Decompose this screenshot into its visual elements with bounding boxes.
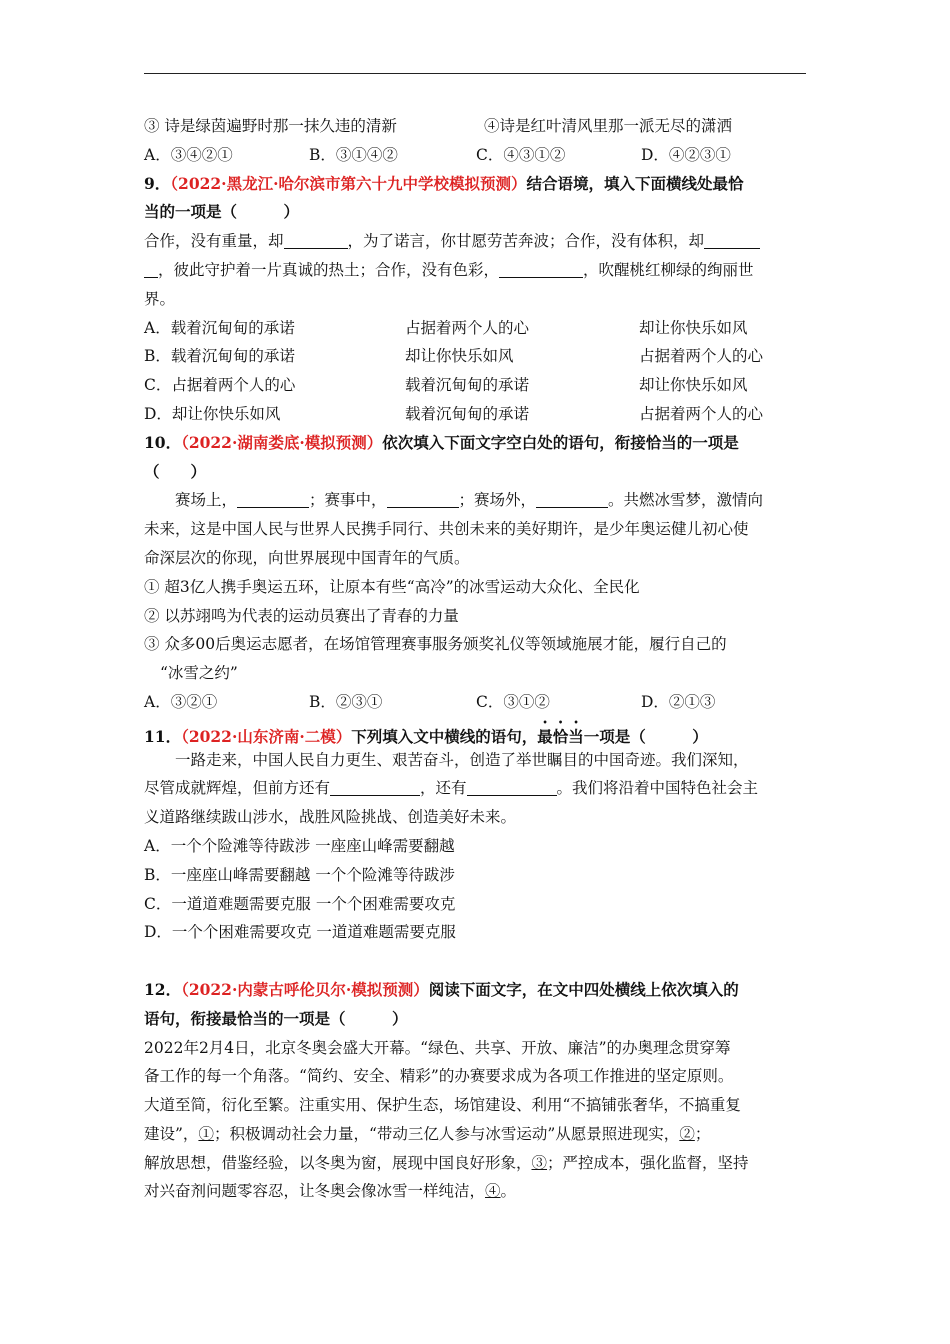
blank-marker-4: ④ <box>485 1182 501 1201</box>
passage-line: 建设”，①；积极调动社会力量，“带动三亿人参与冰雪运动”从愿景照进现实，②； <box>144 1124 711 1143</box>
question-stem: 阅读下面文字，在文中四处横线上依次填入的 <box>428 979 739 999</box>
list-item: ① 超3亿人携手奥运五环，让原本有些“高冷”的冰雪运动大众化、全民化 <box>144 577 640 596</box>
header-rule <box>144 73 806 74</box>
fill-blank <box>499 259 583 278</box>
question-number: 10． <box>144 432 182 452</box>
passage-line: 合作，没有重量，却 ，为了诺言，你甘愿劳苦奔波；合作，没有体积，却 <box>144 227 808 256</box>
question-source: （2022·黑龙江·哈尔滨市第六十九中学校模拟预测） <box>170 173 527 193</box>
fill-blank <box>704 230 760 249</box>
options-row-34 <box>144 112 808 141</box>
question-10-stem <box>144 429 808 458</box>
passage-line: 2022年2月4日，北京冬奥会盛大开幕。“绿色、共享、开放、廉洁”的办奥理念贯穿筹 <box>144 1038 731 1057</box>
question-12-stem <box>144 976 808 1005</box>
passage-line: 大道至简，衍化至繁。注重实用、保护生态，场馆建设、利用“不搞铺张奢华，不搞重复 <box>144 1096 741 1115</box>
passage-line: 备工作的每一个角落。“简约、安全、精彩”的办赛要求成为各项工作推进的坚定原则。 <box>144 1067 734 1086</box>
passage-line: 义道路继续跋山涉水，战胜风险挑战、创造美好未来。 <box>144 808 517 827</box>
fill-blank <box>387 489 459 508</box>
fill-blank <box>237 489 309 508</box>
list-item-cont: “冰雪之约” <box>160 664 238 683</box>
option-row-a: A．一个个险滩等待跋涉 一座座山峰需要翻越 <box>144 836 455 855</box>
spacer <box>144 947 808 976</box>
passage-line: 赛场上， ；赛事中， ；赛场外， 。共燃冰雪梦，激情向 <box>175 491 764 510</box>
question-source: （2022·内蒙古呼伦贝尔·模拟预测） <box>181 979 429 999</box>
fill-blank <box>467 777 557 796</box>
document-page <box>144 112 808 1206</box>
fill-blank <box>144 259 158 278</box>
option-row-c: C．一道道难题需要克服 一个个困难需要攻克 <box>144 894 456 913</box>
option-row-d: D．一个个困难需要攻克 一道道难题需要克服 <box>144 923 456 942</box>
fill-blank <box>330 777 420 796</box>
answer-row-q10: A．③②① B．②③① C．③①② D．②①③ <box>144 692 716 711</box>
fill-blank <box>536 489 608 508</box>
question-12-stem-cont: 语句，衔接最恰当的一项是（ ） <box>144 1008 408 1028</box>
passage-line: 界。 <box>144 289 176 308</box>
question-10-stem-cont: （ ） <box>144 461 207 481</box>
blank-marker-3: ③ <box>531 1153 548 1172</box>
option-row-a: A．载着沉甸甸的承诺 占据着两个人的心 却让你快乐如风 <box>144 318 748 337</box>
option-4: ④诗是红叶清风里那一派无尽的潇洒 <box>484 117 733 135</box>
answer-row-q8 <box>144 141 808 170</box>
passage-line: 对兴奋剂问题零容忍，让冬奥会像冰雪一样纯洁，④。 <box>144 1182 517 1201</box>
passage-line: 未来，这是中国人民与世界人民携手同行、共创未来的美好期许，是少年奥运健儿初心使 <box>144 520 749 539</box>
option-row-c: C．占据着两个人的心 载着沉甸甸的承诺 却让你快乐如风 <box>144 376 748 395</box>
option-row-d: D．却让你快乐如风 载着沉甸甸的承诺 占据着两个人的心 <box>144 404 764 423</box>
answer-b: B．③①④② <box>309 145 398 164</box>
list-item: ③ 众多00后奥运志愿者，在场馆管理赛事服务颁奖礼仪等领域施展才能，履行自己的 <box>144 635 727 654</box>
question-number: 12． <box>144 979 182 999</box>
fill-blank <box>284 230 348 249</box>
passage-line: 一路走来，中国人民自力更生、艰苦奋斗，创造了举世瞩目的中国奇迹。我们深知， <box>175 750 749 769</box>
passage-line: 命深层次的你现，向世界展现中国青年的气质。 <box>144 548 470 567</box>
answer-a: A．③④②① <box>144 145 233 164</box>
blank-marker-1: ① <box>198 1124 214 1143</box>
answer-c: C．④③①② <box>476 145 566 164</box>
question-9-stem <box>144 170 808 199</box>
question-11-stem: 11．（2022·山东济南·二模）下列填入文中横线的语句，最恰当一项是（ ） <box>144 726 708 746</box>
question-number: 11． <box>144 726 182 746</box>
passage-line: 解放思想，借鉴经验，以冬奥为窗，展现中国良好形象，③；严控成本，强化监督，坚持 <box>144 1153 749 1172</box>
question-stem: 依次填入下面文字空白处的语句，衔接恰当的一项是 <box>382 432 739 452</box>
emphasis-text: 最恰当 <box>537 726 584 746</box>
question-source: （2022·湖南娄底·模拟预测） <box>181 432 383 452</box>
question-number: 9． <box>144 173 171 193</box>
list-item: ② 以苏翊鸣为代表的运动员赛出了青春的力量 <box>144 606 459 625</box>
option-row-b: B．载着沉甸甸的承诺 却让你快乐如风 占据着两个人的心 <box>144 347 764 366</box>
option-row-b: B．一座座山峰需要翻越 一个个险滩等待跋涉 <box>144 865 455 884</box>
passage-line: ，彼此守护着一片真诚的热土；合作，没有色彩， ，吹醒桃红柳绿的绚丽世 <box>144 256 808 285</box>
question-source: （2022·山东济南·二模） <box>181 726 352 746</box>
answer-d: D．④②③① <box>641 145 731 164</box>
question-stem: 结合语境，填入下面横线处最恰 <box>526 173 744 193</box>
question-9-stem-cont: 当的一项是（ ） <box>144 202 300 222</box>
option-3: ③ 诗是绿茵遍野时那一抹久违的清新 <box>144 117 397 135</box>
blank-marker-2: ② <box>679 1124 695 1143</box>
passage-line: 尽管成就辉煌，但前方还有 ，还有 。我们将沿着中国特色社会主 <box>144 779 759 798</box>
